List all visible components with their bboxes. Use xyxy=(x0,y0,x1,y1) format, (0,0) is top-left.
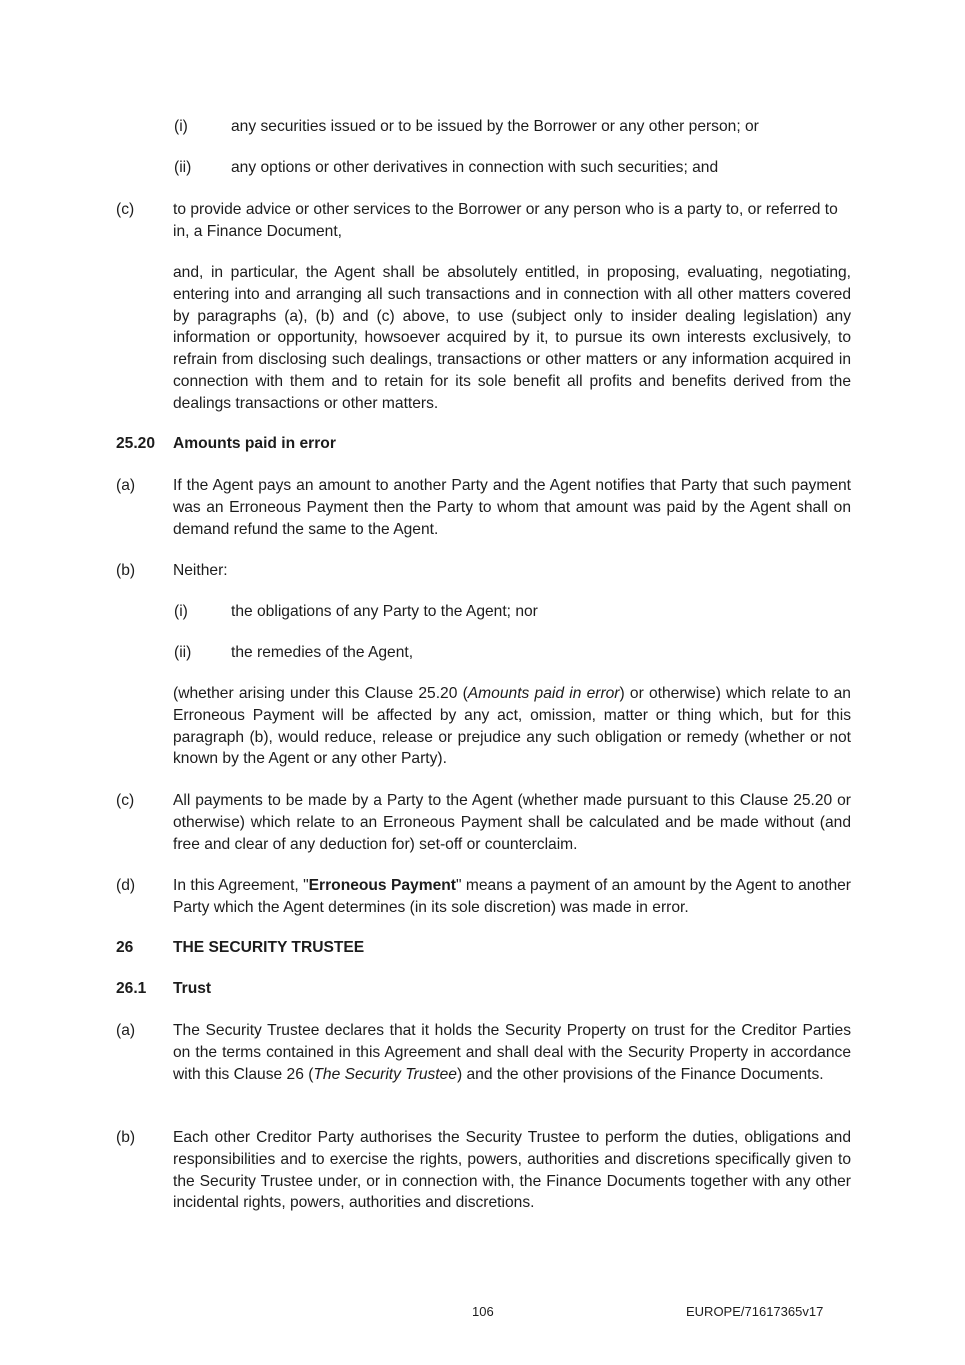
clause-25-20-label-c: (c) xyxy=(116,792,135,809)
clause-25-20-text-a: If the Agent pays an amount to another Party and the Agent notifies that Party that such payment was an Erroneous Payment then the Party to whom that amount was paid by the Agent shall on demand refund the same to the Agent. xyxy=(173,477,851,538)
tail-text-pre: (whether arising under this Clause 25.20 ( xyxy=(173,685,468,702)
clause-26-1-text-a xyxy=(173,1020,851,1085)
item-text-i: any securities issued or to be issued by the Borrower or any other person; or xyxy=(231,118,759,135)
clause-26-1-label-b: (b) xyxy=(116,1129,136,1146)
clause-25-20-text-b: Neither: xyxy=(173,562,228,579)
clause-25-20-text-d xyxy=(173,875,851,919)
item-label-ii: (ii) xyxy=(174,159,192,176)
trust-text-italic: The Security Trustee xyxy=(313,1065,457,1083)
clause-25-20-b-text-i: the obligations of any Party to the Agent; nor xyxy=(231,603,538,620)
item-text-c: to provide advice or other services to the Borrower or any person who is a party to, or referred to in, a Finance Document, xyxy=(173,201,838,240)
clause-25-20-label-b: (b) xyxy=(116,562,136,579)
clause-26-1-text-b: Each other Creditor Party authorises the Security Trustee to perform the duties, obligations and responsibilities and to exercise the rights, powers, authorities and discretions specifically given to the Security Trustee under, or in connection with, the Finance Documents together with any other incidental rights, powers, authorities and discretions. xyxy=(173,1129,851,1212)
clause-25-20-b-tail xyxy=(173,683,851,770)
tail-text-post: ) or otherwise) which relate to an Erroneous Payment will be affected by any act, omission, matter or thing which, but for this paragraph (b), would reduce, release or prejudice any such obligation or remedy (whether or not known by the Agent or any other Party). xyxy=(173,685,851,768)
clause-number-26: 26 xyxy=(116,939,134,956)
item-label-i: (i) xyxy=(174,118,188,135)
item-label-c: (c) xyxy=(116,201,135,218)
clause-25-20-b-label-ii: (ii) xyxy=(174,644,192,661)
clause-25-20-b-label-i: (i) xyxy=(174,603,188,620)
clause-number-25-20: 25.20 xyxy=(116,435,156,452)
paragraph-tail: and, in particular, the Agent shall be absolutely entitled, in proposing, evaluating, negotiating, entering into and arranging all such transactions and in connection with all other matters covered by paragraphs (a), (b) and (c) above, to use (subject only to insider dealing legislation) any information or opportunity, howsoever acquired by it, to pursue its own interests exclusively, to refrain from disclosing such dealings, transactions or other matters or any information acquired in connection with them and to retain for its sole benefit all profits and benefits derived from the dealings transactions or other matters. xyxy=(173,264,851,412)
tail-text-italic: Amounts paid in error xyxy=(467,685,620,702)
clause-title-26-1: Trust xyxy=(173,980,212,997)
clause-25-20-b-text-ii: the remedies of the Agent, xyxy=(231,644,414,661)
trust-text-pre: The Security Trustee declares that it holds the Security Property on trust for the Creditor Parties on the terms contained in this Agreement and shall deal with the Security Property in accordance with this Clause 26 ( xyxy=(173,1022,851,1083)
definition-pre: In this Agreement, " xyxy=(173,877,309,894)
clause-25-20-text-c: All payments to be made by a Party to the Agent (whether made pursuant to this Clause 25.20 or otherwise) which relate to an Erroneous Payment shall be calculated and be made without (and free and clear of any deduction for) set-off or counterclaim. xyxy=(173,792,851,853)
page-number: 106 xyxy=(472,1304,494,1319)
defined-term: Erroneous Payment xyxy=(308,877,456,894)
document-reference: EUROPE/71617365v17 xyxy=(686,1304,824,1319)
clause-25-20-label-d: (d) xyxy=(116,877,136,894)
clause-25-20-label-a: (a) xyxy=(116,477,136,494)
clause-number-26-1: 26.1 xyxy=(116,980,147,997)
clause-title-25-20: Amounts paid in error xyxy=(173,435,336,452)
clause-title-26: THE SECURITY TRUSTEE xyxy=(173,939,365,956)
clause-26-1-label-a: (a) xyxy=(116,1022,136,1039)
item-text-ii: any options or other derivatives in connection with such securities; and xyxy=(231,159,719,176)
definition-post: " means a payment of an amount by the Agent to another Party which the Agent determines (in its sole discretion) was made in error. xyxy=(173,877,851,916)
trust-text-post: ) and the other provisions of the Finance Documents. xyxy=(456,1065,824,1083)
